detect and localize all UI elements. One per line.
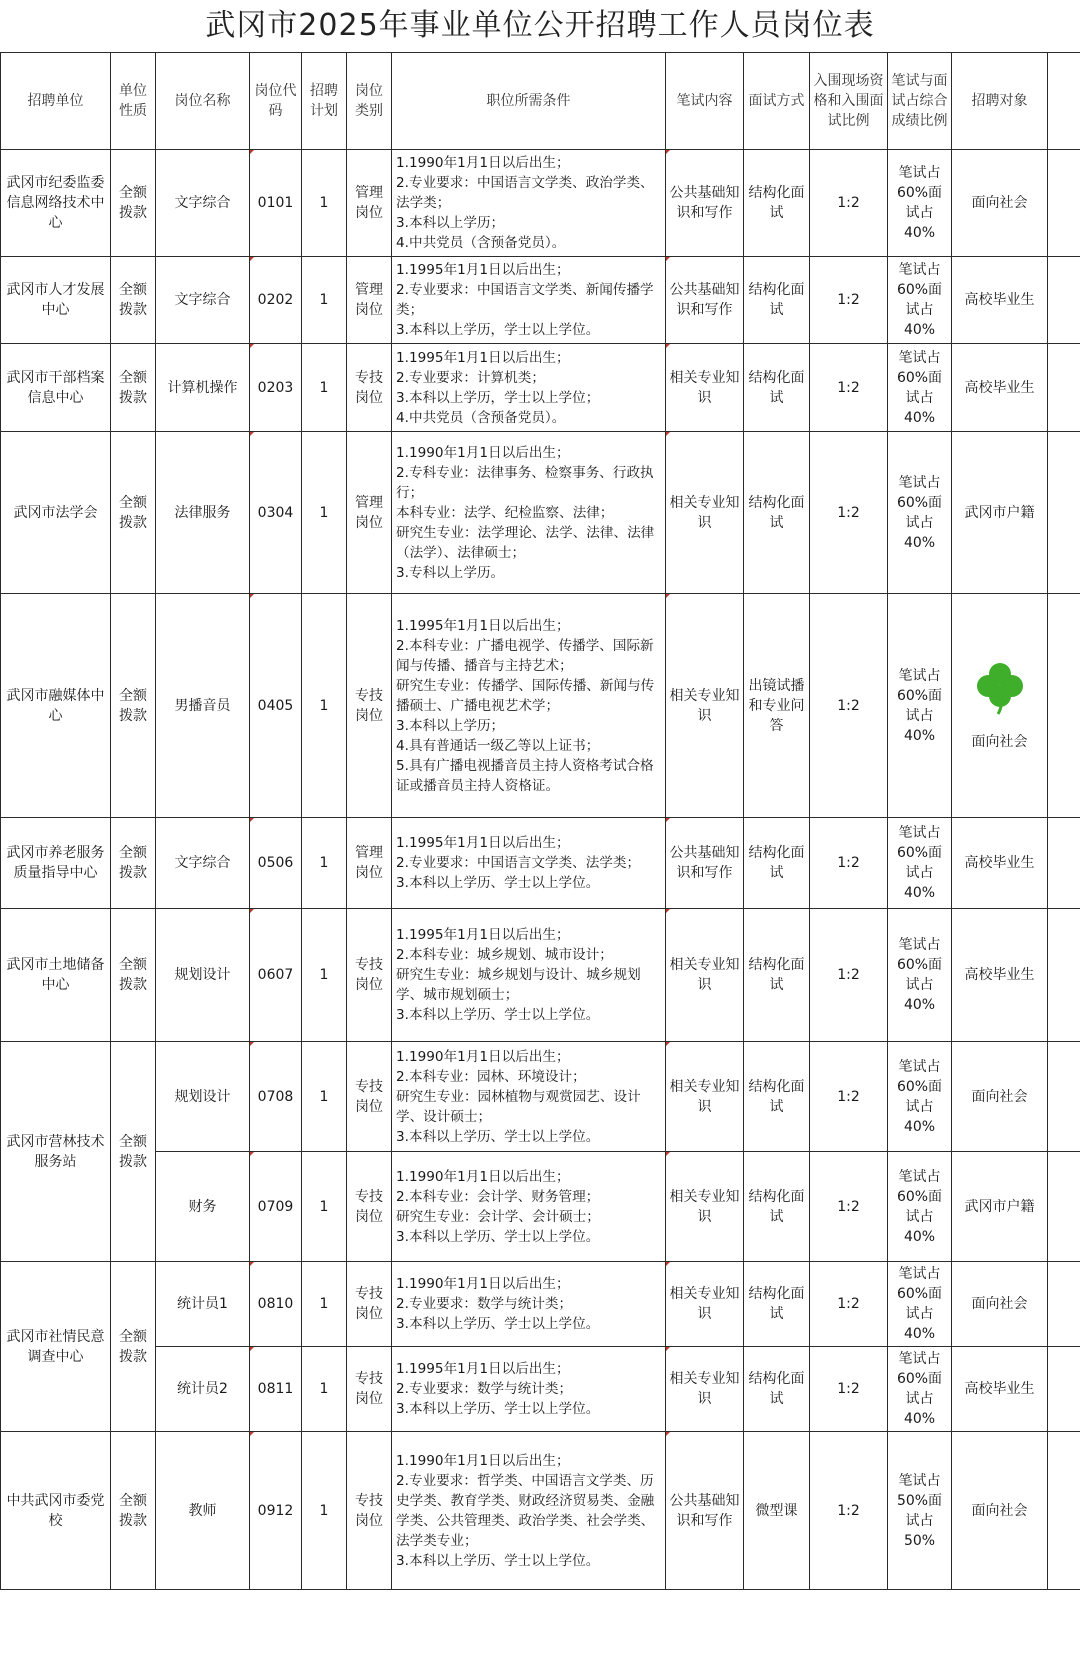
cell-written: 相关专业知识 xyxy=(666,909,744,1042)
cell-post-name: 教师 xyxy=(156,1432,250,1590)
cell-target xyxy=(952,432,1048,594)
cell-target xyxy=(952,150,1048,257)
cell-plan: 1 xyxy=(302,1262,347,1347)
condition-line: 研究生专业：法学理论、法学、法律、法律（法学）、法律硕士； xyxy=(396,524,655,561)
cell-category: 专技岗位 xyxy=(347,1152,392,1262)
cell-category: 专技岗位 xyxy=(347,344,392,432)
condition-line: 3.专科以上学历。 xyxy=(396,564,505,581)
cell-post-code: 0506 xyxy=(250,818,302,909)
cell-category: 专技岗位 xyxy=(347,1432,392,1590)
condition-line: 1.1990年1月1日以后出生； xyxy=(396,155,570,171)
cell-nature: 全额拨款 xyxy=(111,432,156,594)
cell-plan: 1 xyxy=(302,1347,347,1432)
cell-target xyxy=(952,344,1048,432)
cell-unit: 武冈市干部档案信息中心 xyxy=(1,344,111,432)
cell-target xyxy=(952,594,1048,818)
condition-line: 2.专业要求：中国语言文学类、政治学类、法学类； xyxy=(396,175,654,211)
cell-extra xyxy=(1048,818,1080,909)
cell-unit: 武冈市人才发展中心 xyxy=(1,257,111,344)
table-row xyxy=(1,594,1080,818)
cell-ratio: 1:2 xyxy=(810,432,888,594)
cell-plan: 1 xyxy=(302,344,347,432)
cell-category: 管理岗位 xyxy=(347,432,392,594)
condition-line: 2.本科专业：广播电视学、传播学、国际新闻与传播、播音与主持艺术； xyxy=(396,637,654,674)
cell-ratio: 1:2 xyxy=(810,344,888,432)
condition-line: 研究生专业：城乡规划与设计、城乡规划学、城市规划硕士； xyxy=(396,967,641,1003)
header-nature: 单位性质 xyxy=(111,53,156,150)
header-post-code: 岗位代码 xyxy=(250,53,302,150)
condition-line: 4.中共党员（含预备党员）。 xyxy=(396,235,566,251)
cell-category: 管理岗位 xyxy=(347,257,392,344)
cell-target xyxy=(952,909,1048,1042)
cell-written: 相关专业知识 xyxy=(666,1262,744,1347)
cell-score-ratio: 笔试占60%面试占40% xyxy=(888,150,952,257)
cell-nature: 全额拨款 xyxy=(111,344,156,432)
cell-unit: 武冈市土地储备中心 xyxy=(1,909,111,1042)
cell-ratio: 1:2 xyxy=(810,150,888,257)
cell-target xyxy=(952,1262,1048,1347)
cell-category: 专技岗位 xyxy=(347,1042,392,1152)
cell-unit: 武冈市营林技术服务站 xyxy=(1,1042,111,1262)
cell-post-name: 财务 xyxy=(156,1152,250,1262)
condition-line: 3.本科以上学历、学士以上学位。 xyxy=(396,1128,600,1145)
condition-line: 2.本科专业：城乡规划、城市设计； xyxy=(396,947,613,963)
header-conditions: 职位所需条件 xyxy=(392,53,666,150)
cell-interview: 出镜试播和专业问答 xyxy=(744,594,810,818)
cell-category: 专技岗位 xyxy=(347,909,392,1042)
cell-post-name: 统计员1 xyxy=(156,1262,250,1347)
target-label: 面向社会 xyxy=(971,195,1028,211)
cell-score-ratio: 笔试占60%面试占40% xyxy=(888,1152,952,1262)
table-row xyxy=(1,818,1080,909)
header-written: 笔试内容 xyxy=(666,53,744,150)
cell-score-ratio: 笔试占60%面试占40% xyxy=(888,1042,952,1152)
cell-unit: 武冈市社情民意调查中心 xyxy=(1,1262,111,1432)
condition-line: 本科专业：法学、纪检监察、法律； xyxy=(396,504,614,521)
cell-plan: 1 xyxy=(302,909,347,1042)
cell-ratio: 1:2 xyxy=(810,1042,888,1152)
cell-conditions xyxy=(392,1152,666,1262)
cell-written: 相关专业知识 xyxy=(666,594,744,818)
cell-target xyxy=(952,1432,1048,1590)
cell-extra xyxy=(1048,257,1080,344)
table-body xyxy=(1,150,1080,1590)
cell-extra xyxy=(1048,432,1080,594)
condition-line: 4.中共党员（含预备党员）。 xyxy=(396,409,566,426)
target-label: 高校毕业生 xyxy=(964,379,1035,396)
cell-nature: 全额拨款 xyxy=(111,1262,156,1432)
table-row xyxy=(1,432,1080,594)
condition-line: 1.1995年1月1日以后出生； xyxy=(396,1361,570,1377)
cell-post-code: 0912 xyxy=(250,1432,302,1590)
cell-extra xyxy=(1048,344,1080,432)
cell-conditions xyxy=(392,150,666,257)
cell-extra xyxy=(1048,594,1080,818)
cell-extra xyxy=(1048,1262,1080,1347)
cell-plan: 1 xyxy=(302,594,347,818)
condition-line: 研究生专业：传播学、国际传播、新闻与传播硕士、广播电视艺术学； xyxy=(396,677,655,714)
cell-post-code: 0607 xyxy=(250,909,302,1042)
cell-unit: 中共武冈市委党校 xyxy=(1,1432,111,1590)
cell-nature: 全额拨款 xyxy=(111,1432,156,1590)
cell-score-ratio: 笔试占60%面试占40% xyxy=(888,257,952,344)
header-target: 招聘对象 xyxy=(952,53,1048,150)
cell-ratio: 1:2 xyxy=(810,909,888,1042)
condition-line: 研究生专业：园林植物与观赏园艺、设计学、设计硕士； xyxy=(396,1088,641,1125)
table-header-row xyxy=(1,53,1080,150)
table-row xyxy=(1,909,1080,1042)
cell-unit: 武冈市纪委监委信息网络技术中心 xyxy=(1,150,111,257)
cell-score-ratio: 笔试占60%面试占40% xyxy=(888,818,952,909)
table-row xyxy=(1,344,1080,432)
cell-unit: 武冈市融媒体中心 xyxy=(1,594,111,818)
cell-conditions xyxy=(392,909,666,1042)
cell-nature: 全额拨款 xyxy=(111,818,156,909)
cell-ratio: 1:2 xyxy=(810,594,888,818)
page-title: 武冈市2025年事业单位公开招聘工作人员岗位表 xyxy=(205,8,875,43)
cell-conditions xyxy=(392,257,666,344)
condition-line: 2.本科专业：园林、环境设计； xyxy=(396,1068,586,1085)
cell-nature: 全额拨款 xyxy=(111,257,156,344)
condition-line: 3.本科以上学历、学士以上学位。 xyxy=(396,1401,600,1417)
condition-line: 4.具有普通话一级乙等以上证书； xyxy=(396,737,600,754)
cell-extra xyxy=(1048,1432,1080,1590)
condition-line: 2.专业要求：哲学类、中国语言文学类、历史学类、教育学类、财政经济贸易类、金融学类、公共管理类、政治学类、社会学类、法学类专业； xyxy=(396,1472,655,1549)
condition-line: 3.本科以上学历、学士以上学位。 xyxy=(396,1552,600,1569)
cell-post-name: 男播音员 xyxy=(156,594,250,818)
recruitment-table xyxy=(0,52,1080,1590)
cell-score-ratio: 笔试占60%面试占40% xyxy=(888,432,952,594)
cell-interview: 结构化面试 xyxy=(744,150,810,257)
cell-score-ratio: 笔试占60%面试占40% xyxy=(888,1262,952,1347)
condition-line: 3.本科以上学历、学士以上学位。 xyxy=(396,1228,600,1245)
cell-post-name: 规划设计 xyxy=(156,909,250,1042)
cell-written: 相关专业知识 xyxy=(666,1152,744,1262)
cell-score-ratio: 笔试占60%面试占40% xyxy=(888,1347,952,1432)
cell-conditions xyxy=(392,432,666,594)
condition-line: 5.具有广播电视播音员主持人资格考试合格证或播音员主持人资格证。 xyxy=(396,757,654,794)
condition-line: 1.1990年1月1日以后出生； xyxy=(396,444,570,461)
condition-line: 1.1995年1月1日以后出生； xyxy=(396,262,570,278)
cell-nature: 全额拨款 xyxy=(111,909,156,1042)
cell-post-code: 0101 xyxy=(250,150,302,257)
cell-post-code: 0810 xyxy=(250,1262,302,1347)
condition-line: 研究生专业：会计学、会计硕士； xyxy=(396,1208,600,1225)
cell-plan: 1 xyxy=(302,150,347,257)
cell-nature: 全额拨款 xyxy=(111,150,156,257)
cell-target xyxy=(952,818,1048,909)
target-label: 高校毕业生 xyxy=(964,292,1035,308)
header-unit: 招聘单位 xyxy=(1,53,111,150)
condition-line: 1.1995年1月1日以后出生； xyxy=(396,835,570,851)
cell-written: 公共基础知识和写作 xyxy=(666,150,744,257)
four-leaf-clover-icon xyxy=(974,660,1026,716)
table-row xyxy=(1,1152,1080,1262)
cell-written: 公共基础知识和写作 xyxy=(666,818,744,909)
cell-conditions xyxy=(392,1042,666,1152)
cell-conditions xyxy=(392,594,666,818)
cell-post-name: 文字综合 xyxy=(156,257,250,344)
cell-category: 专技岗位 xyxy=(347,1347,392,1432)
cell-ratio: 1:2 xyxy=(810,1262,888,1347)
cell-plan: 1 xyxy=(302,257,347,344)
cell-interview: 结构化面试 xyxy=(744,818,810,909)
target-label: 武冈市户籍 xyxy=(964,1198,1035,1215)
table-row xyxy=(1,1262,1080,1347)
condition-line: 2.专业要求：计算机类； xyxy=(396,369,545,386)
condition-line: 2.专业要求：中国语言文学类、法学类； xyxy=(396,855,641,871)
table-row xyxy=(1,1432,1080,1590)
cell-extra xyxy=(1048,150,1080,257)
condition-line: 3.本科以上学历、学士以上学位。 xyxy=(396,875,600,891)
cell-interview: 结构化面试 xyxy=(744,257,810,344)
cell-interview: 微型课 xyxy=(744,1432,810,1590)
condition-line: 1.1990年1月1日以后出生； xyxy=(396,1168,570,1185)
condition-line: 1.1995年1月1日以后出生； xyxy=(396,617,570,634)
cell-written: 相关专业知识 xyxy=(666,1347,744,1432)
table-row xyxy=(1,1042,1080,1152)
cell-post-code: 0304 xyxy=(250,432,302,594)
header-plan: 招聘计划 xyxy=(302,53,347,150)
condition-line: 1.1995年1月1日以后出生； xyxy=(396,349,570,366)
cell-post-name: 文字综合 xyxy=(156,818,250,909)
cell-ratio: 1:2 xyxy=(810,257,888,344)
cell-interview: 结构化面试 xyxy=(744,1262,810,1347)
cell-post-name: 法律服务 xyxy=(156,432,250,594)
condition-line: 1.1990年1月1日以后出生； xyxy=(396,1452,570,1469)
condition-line: 3.本科以上学历、学士以上学位。 xyxy=(396,1007,600,1023)
cell-post-name: 计算机操作 xyxy=(156,344,250,432)
cell-target xyxy=(952,1042,1048,1152)
condition-line: 1.1995年1月1日以后出生； xyxy=(396,927,570,943)
condition-line: 3.本科以上学历； xyxy=(396,717,505,734)
condition-line: 3.本科以上学历，学士以上学位； xyxy=(396,389,600,406)
cell-post-name: 文字综合 xyxy=(156,150,250,257)
condition-line: 2.专科专业：法律事务、检察事务、行政执行； xyxy=(396,464,654,501)
target-label: 高校毕业生 xyxy=(964,855,1035,871)
cell-ratio: 1:2 xyxy=(810,1347,888,1432)
cell-post-name: 统计员2 xyxy=(156,1347,250,1432)
cell-unit: 武冈市法学会 xyxy=(1,432,111,594)
target-label: 武冈市户籍 xyxy=(964,504,1035,521)
target-label: 高校毕业生 xyxy=(964,967,1035,983)
cell-interview: 结构化面试 xyxy=(744,344,810,432)
condition-line: 2.本科专业：会计学、财务管理； xyxy=(396,1188,600,1205)
cell-interview: 结构化面试 xyxy=(744,1347,810,1432)
cell-category: 专技岗位 xyxy=(347,1262,392,1347)
cell-score-ratio: 笔试占50%面试占50% xyxy=(888,1432,952,1590)
cell-post-code: 0202 xyxy=(250,257,302,344)
target-label: 面向社会 xyxy=(971,1502,1028,1519)
header-category: 岗位类别 xyxy=(347,53,392,150)
cell-category: 专技岗位 xyxy=(347,594,392,818)
target-label: 面向社会 xyxy=(971,1296,1028,1312)
cell-interview: 结构化面试 xyxy=(744,1042,810,1152)
cell-extra xyxy=(1048,1347,1080,1432)
cell-extra xyxy=(1048,909,1080,1042)
condition-line: 2.专业要求：中国语言文学类、新闻传播学类； xyxy=(396,282,654,318)
cell-interview: 结构化面试 xyxy=(744,432,810,594)
header-extra xyxy=(1048,53,1080,150)
table-row xyxy=(1,257,1080,344)
condition-line: 2.专业要求：数学与统计类； xyxy=(396,1296,573,1312)
target-label: 高校毕业生 xyxy=(964,1381,1035,1397)
cell-score-ratio: 笔试占60%面试占40% xyxy=(888,909,952,1042)
cell-plan: 1 xyxy=(302,432,347,594)
cell-written: 相关专业知识 xyxy=(666,1042,744,1152)
cell-ratio: 1:2 xyxy=(810,1152,888,1262)
cell-score-ratio: 笔试占60%面试占40% xyxy=(888,594,952,818)
cell-category: 管理岗位 xyxy=(347,150,392,257)
cell-written: 公共基础知识和写作 xyxy=(666,257,744,344)
cell-score-ratio: 笔试占60%面试占40% xyxy=(888,344,952,432)
cell-plan: 1 xyxy=(302,1042,347,1152)
cell-post-code: 0709 xyxy=(250,1152,302,1262)
cell-nature: 全额拨款 xyxy=(111,594,156,818)
target-label: 面向社会 xyxy=(971,733,1028,750)
cell-post-code: 0405 xyxy=(250,594,302,818)
cell-target xyxy=(952,1347,1048,1432)
cell-written: 相关专业知识 xyxy=(666,344,744,432)
cell-nature: 全额拨款 xyxy=(111,1042,156,1262)
table-row xyxy=(1,150,1080,257)
cell-interview: 结构化面试 xyxy=(744,909,810,1042)
cell-interview: 结构化面试 xyxy=(744,1152,810,1262)
cell-written: 相关专业知识 xyxy=(666,432,744,594)
cell-post-code: 0203 xyxy=(250,344,302,432)
table-row xyxy=(1,1347,1080,1432)
cell-post-code: 0811 xyxy=(250,1347,302,1432)
cell-ratio: 1:2 xyxy=(810,818,888,909)
cell-post-name: 规划设计 xyxy=(156,1042,250,1152)
condition-line: 1.1990年1月1日以后出生； xyxy=(396,1276,570,1292)
cell-plan: 1 xyxy=(302,1432,347,1590)
cell-plan: 1 xyxy=(302,1152,347,1262)
cell-ratio: 1:2 xyxy=(810,1432,888,1590)
cell-target xyxy=(952,1152,1048,1262)
cell-unit: 武冈市养老服务质量指导中心 xyxy=(1,818,111,909)
cell-conditions xyxy=(392,1347,666,1432)
condition-line: 1.1990年1月1日以后出生； xyxy=(396,1048,570,1065)
cell-target xyxy=(952,257,1048,344)
target-label: 面向社会 xyxy=(971,1088,1028,1105)
cell-conditions xyxy=(392,1262,666,1347)
header-post-name: 岗位名称 xyxy=(156,53,250,150)
header-ratio: 入围现场资格和入围面试比例 xyxy=(810,53,888,150)
cell-post-code: 0708 xyxy=(250,1042,302,1152)
cell-conditions xyxy=(392,1432,666,1590)
cell-conditions xyxy=(392,818,666,909)
condition-line: 3.本科以上学历； xyxy=(396,215,505,231)
cell-category: 管理岗位 xyxy=(347,818,392,909)
condition-line: 2.专业要求：数学与统计类； xyxy=(396,1381,573,1397)
header-interview: 面试方式 xyxy=(744,53,810,150)
cell-written: 公共基础知识和写作 xyxy=(666,1432,744,1590)
cell-extra xyxy=(1048,1042,1080,1152)
cell-plan: 1 xyxy=(302,818,347,909)
header-score-ratio: 笔试与面试占综合成绩比例 xyxy=(888,53,952,150)
condition-line: 3.本科以上学历，学士以上学位。 xyxy=(396,322,600,338)
condition-line: 3.本科以上学历、学士以上学位。 xyxy=(396,1316,600,1332)
cell-extra xyxy=(1048,1152,1080,1262)
cell-conditions xyxy=(392,344,666,432)
